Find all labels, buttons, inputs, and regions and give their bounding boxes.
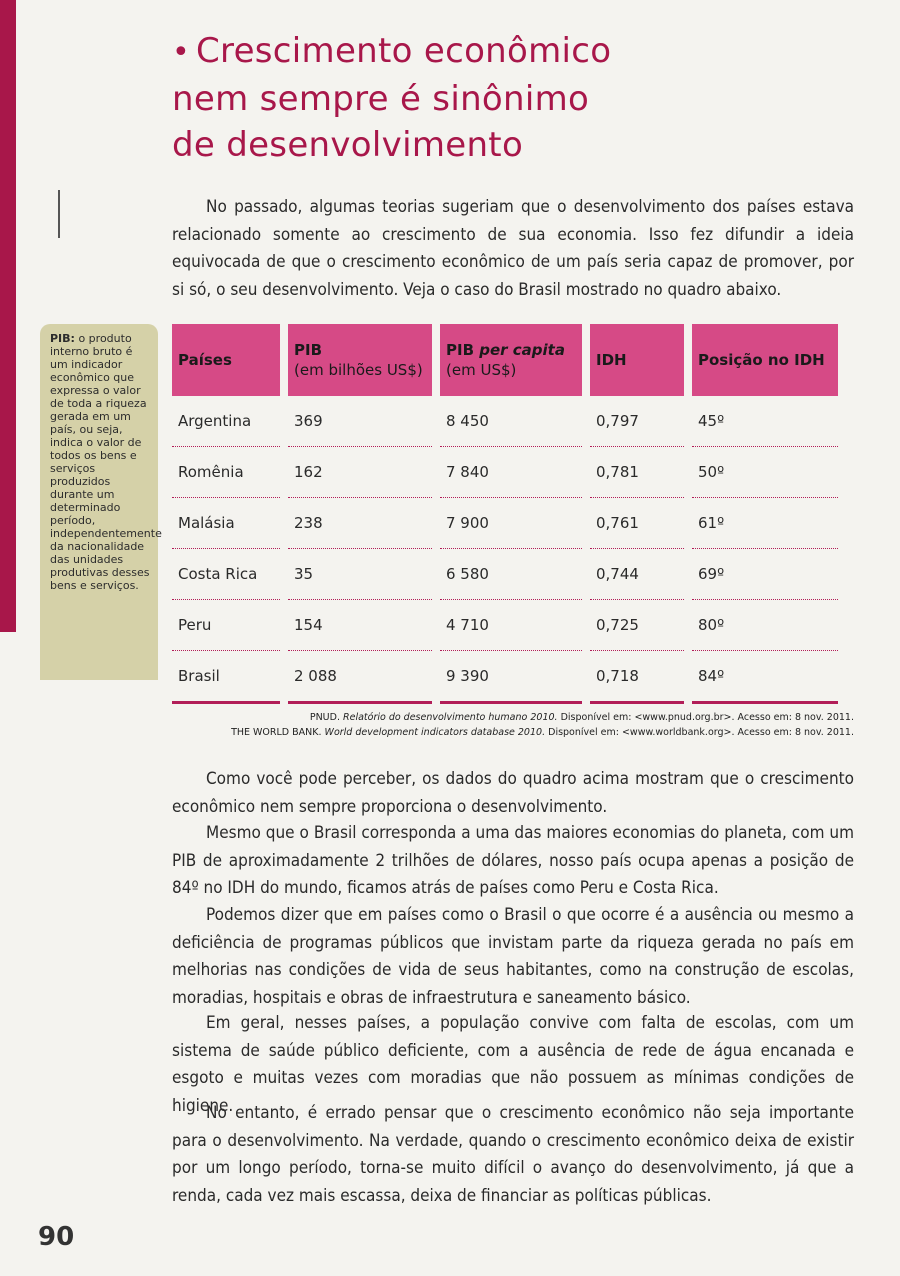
source-line-worldbank: THE WORLD BANK. World development indicators database 2010. Disponível em: <www.worldbank.org>. Acesso em: 8 nov. 2011. bbox=[231, 727, 854, 738]
source-line-pnud: PNUD. Relatório do desenvolvimento humano 2010. Disponível em: <www.pnud.org.br>. Acesso em: 8 nov. 2011. bbox=[309, 712, 854, 723]
glossary-definition: o produto interno bruto é um indicador econômico que expressa o valor de toda a riqueza gerada em um país, ou seja, indica o valor de todos os bens e serviços produzidos durante um determinado período, independentemente da nacionalidade das unidades produtivas desses bens e serviços. bbox=[50, 332, 162, 592]
body-paragraph: Em geral, nesses países, a população convive com falta de escolas, com um sistema de saúde público deficiente, com a ausência de rede de água encanada e esgoto e muitas vezes com moradias que não possuem as mínimas condições de higiene. bbox=[172, 1013, 854, 1116]
cell-pib-per-capita: 9 390 bbox=[440, 651, 582, 704]
heading-line-2: nem sempre é sinônimo bbox=[172, 79, 590, 119]
page-number: 90 bbox=[38, 1222, 75, 1252]
cell-pib: 369 bbox=[288, 396, 432, 447]
cell-pib: 2 088 bbox=[288, 651, 432, 704]
section-heading bbox=[172, 28, 732, 168]
glossary-term: PIB: bbox=[50, 332, 75, 345]
cell-country: Costa Rica bbox=[172, 549, 280, 600]
cell-pib: 238 bbox=[288, 498, 432, 549]
cell-rank: 50º bbox=[692, 447, 838, 498]
body-paragraph: No entanto, é errado pensar que o crescimento econômico não seja importante para o desenvolvimento. Na verdade, quando o crescimento econômico deixa de existir por um longo período, torna-se muito difícil o avanço do desenvolvimento, já que a renda, cada vez mais escassa, deixa de financiar as políticas públicas. bbox=[172, 1103, 854, 1206]
cell-pib-per-capita: 7 900 bbox=[440, 498, 582, 549]
cell-pib-per-capita: 4 710 bbox=[440, 600, 582, 651]
cell-country: Argentina bbox=[172, 396, 280, 447]
cell-rank: 45º bbox=[692, 396, 838, 447]
cell-pib-per-capita: 6 580 bbox=[440, 549, 582, 600]
header-pib-per-capita: PIB per capita (em US$) bbox=[440, 324, 582, 396]
body-paragraph: Como você pode perceber, os dados do quadro acima mostram que o crescimento econômico nem sempre proporciona o desenvolvimento. bbox=[172, 769, 854, 817]
cell-country: Brasil bbox=[172, 651, 280, 704]
table-source bbox=[172, 710, 854, 740]
header-pib: PIB (em bilhões US$) bbox=[288, 324, 432, 396]
cell-idh: 0,761 bbox=[590, 498, 684, 549]
cell-pib: 162 bbox=[288, 447, 432, 498]
cell-pib: 35 bbox=[288, 549, 432, 600]
header-idh: IDH bbox=[590, 324, 684, 396]
body-paragraph: Mesmo que o Brasil corresponda a uma das maiores economias do planeta, com um PIB de aproximadamente 2 trilhões de dólares, nosso país ocupa apenas a posição de 84º no IDH do mundo, ficamos atrás de países como Peru e Costa Rica. bbox=[172, 823, 854, 898]
cell-pib-per-capita: 8 450 bbox=[440, 396, 582, 447]
cell-idh: 0,718 bbox=[590, 651, 684, 704]
cell-country: Romênia bbox=[172, 447, 280, 498]
margin-mark bbox=[58, 190, 60, 238]
development-table bbox=[164, 324, 846, 704]
cell-pib: 154 bbox=[288, 600, 432, 651]
cell-rank: 61º bbox=[692, 498, 838, 549]
table-row bbox=[172, 447, 838, 498]
body-paragraph: Podemos dizer que em países como o Brasil o que ocorre é a ausência ou mesmo a deficiência de programas públicos que invistam parte da riqueza gerada no país em melhorias nas condições de vida de seus habitantes, como na construção de escolas, moradias, hospitais e obras de infraestrutura e saneamento básico. bbox=[172, 905, 854, 1008]
header-countries: Países bbox=[172, 324, 280, 396]
cell-idh: 0,797 bbox=[590, 396, 684, 447]
table-row bbox=[172, 498, 838, 549]
cell-idh: 0,725 bbox=[590, 600, 684, 651]
cell-idh: 0,744 bbox=[590, 549, 684, 600]
heading-line-1: Crescimento econômico bbox=[196, 31, 612, 71]
table-row bbox=[172, 549, 838, 600]
header-idh-rank: Posição no IDH bbox=[692, 324, 838, 396]
module-tab-bar bbox=[0, 0, 16, 632]
table-header-row bbox=[172, 324, 838, 396]
table-row bbox=[172, 651, 838, 704]
glossary-box bbox=[40, 324, 162, 680]
cell-rank: 69º bbox=[692, 549, 838, 600]
cell-idh: 0,781 bbox=[590, 447, 684, 498]
table-row bbox=[172, 600, 838, 651]
heading-line-3: de desenvolvimento bbox=[172, 125, 524, 165]
cell-country: Peru bbox=[172, 600, 280, 651]
cell-pib-per-capita: 7 840 bbox=[440, 447, 582, 498]
heading-bullet: • bbox=[172, 35, 190, 70]
cell-country: Malásia bbox=[172, 498, 280, 549]
table-row bbox=[172, 396, 838, 447]
cell-rank: 84º bbox=[692, 651, 838, 704]
cell-rank: 80º bbox=[692, 600, 838, 651]
intro-paragraph: No passado, algumas teorias sugeriam que o desenvolvimento dos países estava relacionado somente ao crescimento de sua economia. Isso fez difundir a ideia equivocada de que o crescimento econômico de um país seria capaz de promover, por si só, o seu desenvolvimento. Veja o caso do Brasil mostrado no quadro abaixo. bbox=[172, 197, 854, 300]
